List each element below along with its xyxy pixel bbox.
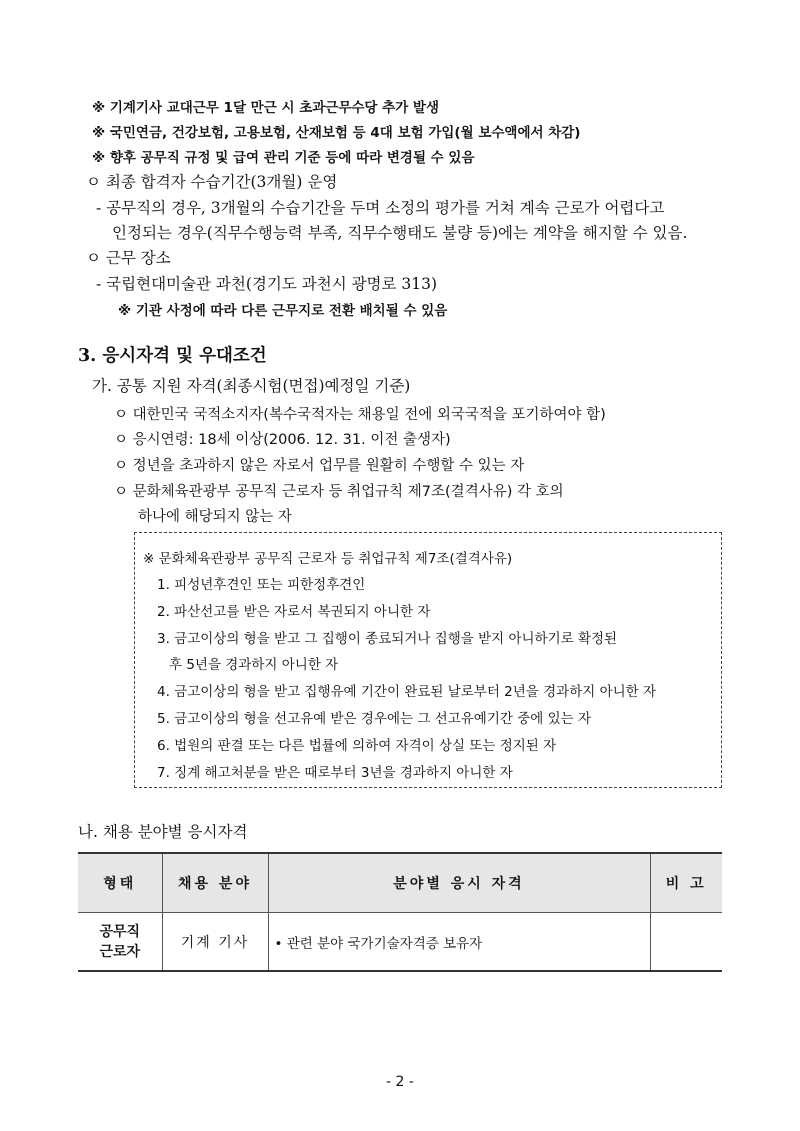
note-overtime: ※ 기계기사 교대근무 1달 만근 시 초과근무수당 추가 발생	[92, 100, 440, 116]
header-remark: 비 고	[650, 853, 722, 913]
table-row	[78, 913, 722, 972]
qualification-table	[78, 852, 722, 972]
header-type: 형태	[78, 853, 162, 913]
cell-field: 기계 기사	[162, 913, 268, 972]
qualification-item-nationality: ㅇ 대한민국 국적소지자(복수국적자는 채용일 전에 외국국적을 포기하여야 함)	[114, 407, 606, 423]
table-header-row	[78, 853, 722, 913]
cell-type-line1: 공무직	[99, 923, 141, 940]
box-line: 2. 파산선고를 받은 자로서 복권되지 아니한 자	[157, 604, 431, 620]
section-heading: 3. 응시자격 및 우대조건	[78, 346, 267, 366]
qualification-item-disqualification-cont: 하나에 해당되지 않는 자	[138, 509, 292, 525]
workplace-note: ※ 기관 사정에 따라 다른 근무지로 전환 배치될 수 있음	[118, 303, 448, 319]
cell-qualification: • 관련 분야 국가기술자격증 보유자	[268, 913, 650, 972]
header-field: 채용 분야	[162, 853, 268, 913]
qualification-item-retirement: ㅇ 정년을 초과하지 않은 자로서 업무를 원활히 수행할 수 있는 자	[114, 458, 525, 474]
cell-remark	[650, 913, 722, 972]
header-qualification: 분야별 응시 자격	[268, 853, 650, 913]
box-line: 6. 법원의 판결 또는 다른 법률에 의하여 자격이 상실 또는 정지된 자	[157, 738, 557, 754]
cell-type	[78, 913, 162, 972]
note-insurance: ※ 국민연금, 건강보험, 고용보험, 산재보험 등 4대 보험 가입(월 보수액에서 차감)	[92, 125, 581, 141]
box-line: 5. 금고이상의 형을 선고유예 받은 경우에는 그 선고유예기간 중에 있는 자	[157, 711, 591, 727]
page-number: - 2 -	[386, 1074, 414, 1090]
probation-detail-line1: - 공무직의 경우, 3개월의 수습기간을 두며 소정의 평가를 거쳐 계속 근로가 어렵다고	[96, 199, 665, 217]
box-line: 4. 금고이상의 형을 받고 집행유예 기간이 완료된 날로부터 2년을 경과하지 아니한 자	[157, 684, 657, 700]
workplace-detail: - 국립현대미술관 과천(경기도 과천시 광명로 313)	[96, 275, 438, 293]
cell-type-line2: 근로자	[99, 943, 141, 960]
qualification-item-disqualification: ㅇ 문화체육관광부 공무직 근로자 등 취업규칙 제7조(결격사유) 각 호의	[114, 484, 564, 500]
qualification-item-age: ㅇ 응시연령: 18세 이상(2006. 12. 31. 이전 출생자)	[114, 432, 451, 448]
box-line: 1. 피성년후견인 또는 피한정후견인	[157, 577, 366, 593]
box-line: 7. 징계 해고처분을 받은 때로부터 3년을 경과하지 아니한 자	[157, 765, 513, 781]
box-line: 3. 금고이상의 형을 받고 그 집행이 종료되거나 집행을 받지 아니하기로 확정된	[157, 631, 618, 647]
sub-heading-a: 가. 공통 지원 자격(최종시험(면접)예정일 기준)	[92, 377, 411, 395]
probation-title: ㅇ 최종 합격자 수습기간(3개월) 운영	[86, 173, 338, 191]
workplace-title: ㅇ 근무 장소	[86, 249, 171, 267]
box-title: ※ 문화체육관광부 공무직 근로자 등 취업규칙 제7조(결격사유)	[143, 551, 513, 567]
probation-detail-line2: 인정되는 경우(직무수행능력 부족, 직무수행태도 불량 등)에는 계약을 해지할 수 있음.	[112, 224, 688, 242]
note-regulation-change: ※ 향후 공무직 규정 및 급여 관리 기준 등에 따라 변경될 수 있음	[92, 150, 475, 166]
sub-heading-b: 나. 채용 분야별 응시자격	[78, 823, 248, 841]
disqualification-box	[134, 532, 722, 788]
box-line: 후 5년을 경과하지 아니한 자	[169, 657, 339, 673]
